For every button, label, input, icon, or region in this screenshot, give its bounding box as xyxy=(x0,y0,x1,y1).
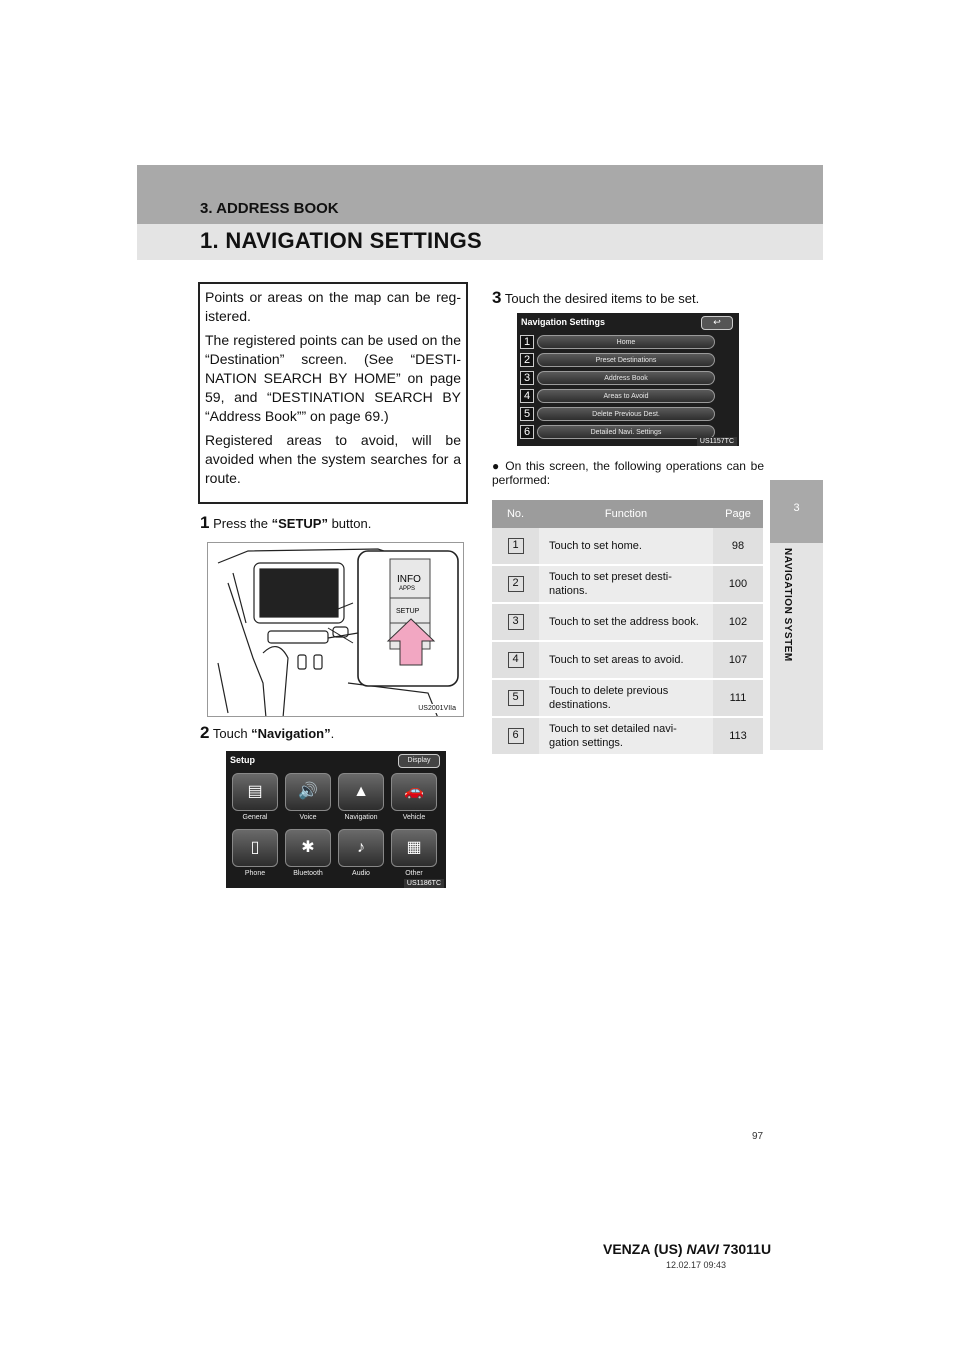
table-row xyxy=(492,680,763,718)
table-row xyxy=(492,604,763,642)
model-number: 73011U xyxy=(718,1241,772,1257)
dashboard-illustration xyxy=(208,543,464,717)
setup-menu-item[interactable] xyxy=(336,773,386,825)
step-text: Touch the desired items to be set. xyxy=(504,291,700,306)
step-3 xyxy=(492,288,699,308)
table-row xyxy=(492,642,763,680)
setup-label: SETUP xyxy=(396,608,420,615)
row-number-cell xyxy=(492,680,539,718)
setup-menu-item-icon: ▯ xyxy=(232,829,278,867)
nav-settings-row[interactable]: Address Book xyxy=(537,371,715,385)
row-number-cell xyxy=(492,528,539,566)
nav-row-number: 2 xyxy=(520,353,534,367)
setup-menu-screenshot xyxy=(226,751,446,888)
step-number: 1 xyxy=(200,513,210,532)
setup-menu-grid xyxy=(230,773,442,883)
nav-row-number: 5 xyxy=(520,407,534,421)
setup-menu-item-label: Audio xyxy=(352,870,370,877)
step-keyword: “SETUP” xyxy=(271,516,328,531)
row-number-cell xyxy=(492,604,539,642)
setup-menu-item[interactable] xyxy=(283,829,333,881)
table-row xyxy=(492,528,763,566)
nav-settings-row[interactable]: Delete Previous Dest. xyxy=(537,407,715,421)
step-text: Press the xyxy=(213,516,272,531)
intro-paragraph: The registered points can be used on the “Destination” screen. (See “DESTI-NATION SEARCH BY HOME” on page 59, and “DESTINATION SEARCH BY “Address Book”” on page 69.) xyxy=(205,332,461,424)
page-number: 97 xyxy=(752,1131,764,1142)
step-2 xyxy=(200,723,334,743)
chapter-number: 3 xyxy=(793,502,800,514)
step-text: . xyxy=(330,726,335,741)
bullet-icon: ● xyxy=(492,459,506,473)
setup-menu-item[interactable] xyxy=(230,829,280,881)
function-cell: Touch to set home. xyxy=(539,528,713,566)
setup-menu-item-icon: 🔊 xyxy=(285,773,331,811)
row-number-cell xyxy=(492,566,539,604)
function-cell: Touch to set the address book. xyxy=(539,604,713,642)
column-header-no: No. xyxy=(492,500,539,528)
apps-label: APPS xyxy=(399,586,416,592)
page-cell: 113 xyxy=(713,718,763,756)
bullet-text: On this screen, the following operations can be performed: xyxy=(492,459,764,487)
setup-menu-item-icon: 🚗 xyxy=(391,773,437,811)
step-1 xyxy=(200,513,371,533)
function-table xyxy=(492,500,763,756)
info-label: INFO xyxy=(397,574,421,585)
screen-title: Setup xyxy=(230,755,256,765)
table-row xyxy=(492,718,763,756)
function-cell: Touch to delete previous destinations. xyxy=(539,680,713,718)
nav-settings-row[interactable]: Home xyxy=(537,335,715,349)
function-cell: Touch to set areas to avoid. xyxy=(539,642,713,680)
row-number: 1 xyxy=(508,538,524,554)
table-row xyxy=(492,566,763,604)
display-button[interactable]: Display xyxy=(398,754,440,768)
setup-menu-item[interactable] xyxy=(336,829,386,881)
step-text: Touch xyxy=(212,726,252,741)
setup-menu-item[interactable] xyxy=(283,773,333,825)
nav-settings-row[interactable]: Preset Destinations xyxy=(537,353,715,367)
function-cell: Touch to set detailed navi-gation settings. xyxy=(539,718,713,756)
setup-menu-item-icon: ▦ xyxy=(391,829,437,867)
nav-settings-row[interactable]: Areas to Avoid xyxy=(537,389,715,403)
step-text: button. xyxy=(327,516,372,531)
page-cell: 102 xyxy=(713,604,763,642)
page-cell: 98 xyxy=(713,528,763,566)
print-date: 12.02.17 09:43 xyxy=(666,1260,727,1270)
setup-menu-item[interactable] xyxy=(230,773,280,825)
step-number: 2 xyxy=(200,723,210,742)
setup-menu-item-label: Phone xyxy=(244,870,266,877)
page-title: 1. NAVIGATION SETTINGS xyxy=(200,228,483,253)
bullet-paragraph xyxy=(492,459,764,487)
screen-title: Navigation Settings xyxy=(521,317,606,327)
figure-caption: US2001VIIa xyxy=(415,704,459,713)
intro-box xyxy=(198,282,468,504)
setup-menu-item[interactable] xyxy=(389,829,439,881)
setup-menu-item[interactable] xyxy=(389,773,439,825)
chapter-label: NAVIGATION SYSTEM xyxy=(782,548,793,662)
step-number: 3 xyxy=(492,288,502,307)
setup-menu-item-label: Voice xyxy=(299,814,317,821)
setup-menu-item-label: Bluetooth xyxy=(293,870,323,877)
back-icon[interactable]: ↩ xyxy=(701,316,733,330)
row-number: 2 xyxy=(508,576,524,592)
navigation-settings-screenshot xyxy=(517,313,739,446)
setup-menu-item-icon: ✱ xyxy=(285,829,331,867)
function-cell: Touch to set preset desti-nations. xyxy=(539,566,713,604)
setup-menu-item-icon: ▲ xyxy=(338,773,384,811)
column-header-function: Function xyxy=(539,500,713,528)
row-number: 3 xyxy=(508,614,524,630)
intro-paragraph: Points or areas on the map can be reg-istered. xyxy=(205,289,461,324)
setup-menu-item-label: General xyxy=(242,814,268,821)
row-number: 5 xyxy=(508,690,524,706)
intro-paragraph: Registered areas to avoid, will be avoided when the system searches for a route. xyxy=(205,432,461,486)
setup-menu-item-icon: ▤ xyxy=(232,773,278,811)
setup-menu-item-label: Vehicle xyxy=(402,814,426,821)
column-header-page: Page xyxy=(713,500,763,528)
step-keyword: “Navigation” xyxy=(251,726,331,741)
page-cell: 107 xyxy=(713,642,763,680)
nav-row-number: 6 xyxy=(520,425,534,439)
section-heading: 3. ADDRESS BOOK xyxy=(200,200,339,217)
model-name: VENZA (US) xyxy=(603,1241,687,1257)
model-code xyxy=(603,1241,771,1257)
row-number: 4 xyxy=(508,652,524,668)
figure-caption: US1157TC xyxy=(697,437,737,446)
setup-button-figure xyxy=(207,542,464,717)
row-number: 6 xyxy=(508,728,524,744)
page-cell: 100 xyxy=(713,566,763,604)
nav-row-number: 4 xyxy=(520,389,534,403)
figure-caption: US1186TC xyxy=(404,879,444,888)
row-number-cell xyxy=(492,642,539,680)
model-navi: NAVI xyxy=(686,1241,719,1257)
setup-menu-item-icon: ♪ xyxy=(338,829,384,867)
page-cell: 111 xyxy=(713,680,763,718)
setup-menu-item-label: Navigation xyxy=(344,814,378,821)
setup-menu-item-label: Other xyxy=(405,870,423,877)
nav-settings-row[interactable]: Detailed Navi. Settings xyxy=(537,425,715,439)
nav-row-number: 3 xyxy=(520,371,534,385)
nav-row-number: 1 xyxy=(520,335,534,349)
row-number-cell xyxy=(492,718,539,756)
